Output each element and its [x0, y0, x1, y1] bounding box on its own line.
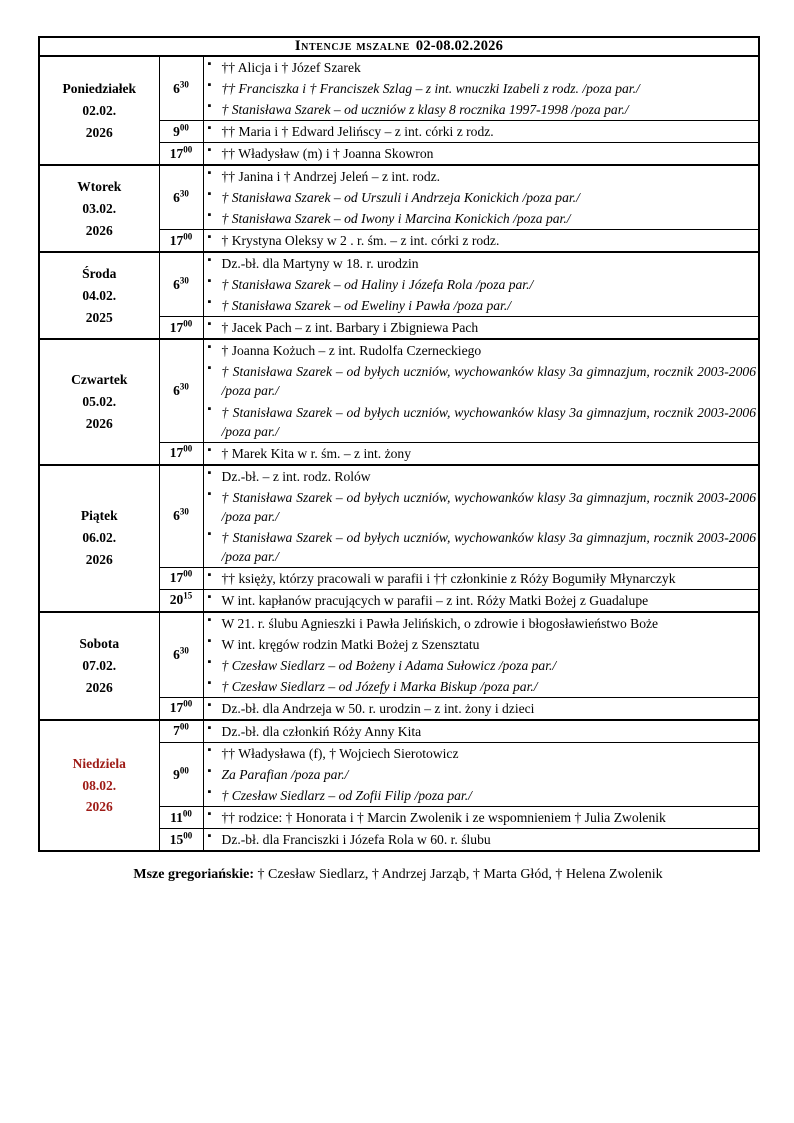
day-date: 06.02. — [82, 530, 117, 546]
day-header-cell — [39, 465, 159, 612]
service-time-cell — [159, 612, 203, 698]
intention-item: ▪ † Czesław Siedlarz – od Zofii Filip /poza par./ — [222, 785, 759, 806]
intention-item: ▪ †† Franciszka i † Franciszek Szlag – z int. wnuczki Izabeli z rodz. /poza par./ — [222, 78, 759, 99]
day-header-cell — [39, 339, 159, 464]
intention-item: ▪ Dz.-bł. dla Martyny w 18. r. urodzin — [222, 253, 759, 274]
day-year: 2026 — [85, 415, 113, 431]
service-hour: 6 — [173, 508, 180, 524]
intentions-cell — [203, 339, 759, 442]
service-time-cell — [159, 252, 203, 317]
intention-item: ▪ † Jacek Pach – z int. Barbary i Zbigniewa Pach — [222, 317, 759, 338]
day-date: 07.02. — [82, 657, 117, 673]
service-time-cell — [159, 465, 203, 568]
intention-item: ▪ † Stanisława Szarek – od Eweliny i Pawła /poza par./ — [222, 295, 759, 316]
service-time-cell — [159, 317, 203, 340]
service-minutes: 30 — [179, 79, 189, 90]
day-name: Wtorek — [77, 178, 122, 194]
service-time-cell — [159, 442, 203, 465]
service-hour: 17 — [169, 570, 184, 586]
service-minutes: 30 — [179, 188, 189, 199]
service-row — [39, 720, 759, 743]
gregorian-masses-footer — [38, 866, 758, 884]
day-header-cell — [39, 165, 159, 252]
intention-item: ▪ † Stanisława Szarek – od byłych uczniów, wychowanków klasy 3a gimnazjum, rocznik 2003-2006 /poza par./ — [222, 527, 759, 567]
day-header-cell — [39, 252, 159, 339]
intentions-list — [204, 230, 759, 251]
service-hour: 9 — [173, 766, 180, 782]
intentions-list — [204, 340, 759, 441]
day-header-cell — [39, 56, 159, 165]
service-row — [39, 465, 759, 568]
service-minutes: 30 — [179, 506, 189, 517]
day-date: 08.02. — [82, 777, 117, 793]
service-hour: 15 — [169, 831, 184, 847]
day-name: Sobota — [79, 636, 120, 652]
title-date-range: 02-08.02.2026 — [415, 38, 504, 54]
intention-item: ▪ W int. kręgów rodzin Matki Bożej z Szensztatu — [222, 634, 759, 655]
service-row — [39, 252, 759, 317]
service-hour: 20 — [169, 592, 184, 608]
service-hour: 6 — [173, 276, 180, 292]
intention-item: ▪ † Czesław Siedlarz – od Bożeny i Adama Sułowicz /poza par./ — [222, 655, 759, 676]
intention-item: ▪ † Marek Kita w r. śm. – z int. żony — [222, 443, 759, 464]
intention-item: ▪ †† rodzice: † Honorata i † Marcin Zwolenik i ze wspomnieniem † Julia Zwolenik — [222, 807, 759, 828]
intentions-list — [204, 721, 759, 742]
service-time-cell — [159, 589, 203, 612]
intention-item: ▪ Dz.-bł. dla Andrzeja w 50. r. urodzin – z int. żony i dzieci — [222, 698, 759, 719]
intention-item: ▪ Dz.-bł. dla Franciszki i Józefa Rola w 60. r. ślubu — [222, 829, 759, 850]
day-name: Czwartek — [71, 372, 128, 388]
service-time-cell — [159, 567, 203, 589]
intentions-cell — [203, 829, 759, 852]
intentions-cell — [203, 252, 759, 317]
day-year: 2026 — [85, 679, 113, 695]
intention-item: ▪ † Krystyna Oleksy w 2 . r. śm. – z int. córki z rodz. — [222, 230, 759, 251]
service-minutes: 30 — [179, 381, 189, 392]
service-minutes: 00 — [179, 765, 189, 776]
service-minutes: 00 — [183, 698, 193, 709]
service-minutes: 00 — [179, 721, 189, 732]
intention-item: ▪ W int. kapłanów pracujących w parafii – z int. Róży Matki Bożej z Guadalupe — [222, 590, 759, 611]
service-row — [39, 56, 759, 121]
service-time-cell — [159, 165, 203, 230]
intention-item: ▪ †† Janina i † Andrzej Jeleń – z int. rodz. — [222, 166, 759, 187]
intentions-list — [204, 829, 759, 850]
day-date: 03.02. — [82, 200, 117, 216]
day-date: 02.02. — [82, 102, 117, 118]
day-name: Środa — [82, 266, 117, 282]
service-hour: 11 — [170, 809, 183, 825]
intention-item: ▪ † Stanisława Szarek – od Urszuli i Andrzeja Konickich /poza par./ — [222, 187, 759, 208]
service-time-cell — [159, 720, 203, 743]
service-hour: 7 — [173, 723, 180, 739]
intention-item: ▪ † Stanisława Szarek – od Iwony i Marcina Konickich /poza par./ — [222, 208, 759, 229]
intention-item: ▪ † Stanisława Szarek – od Haliny i Józefa Rola /poza par./ — [222, 274, 759, 295]
intentions-cell — [203, 567, 759, 589]
service-minutes: 00 — [183, 231, 193, 242]
intention-item: ▪ †† Władysław (m) i † Joanna Skowron — [222, 143, 759, 164]
service-minutes: 00 — [183, 443, 193, 454]
intentions-cell — [203, 317, 759, 340]
day-date: 05.02. — [82, 394, 117, 410]
service-minutes: 00 — [183, 830, 193, 841]
service-hour: 17 — [169, 445, 184, 461]
intentions-list — [204, 166, 759, 229]
service-hour: 6 — [173, 189, 180, 205]
intention-item: ▪ W 21. r. ślubu Agnieszki i Pawła Jelińskich, o zdrowie i błogosławieństwo Boże — [222, 613, 759, 634]
intentions-list — [204, 743, 759, 806]
intentions-cell — [203, 442, 759, 465]
service-time-cell — [159, 807, 203, 829]
intention-item: ▪ Dz.-bł. dla członkiń Róży Anny Kita — [222, 721, 759, 742]
intention-item: ▪ †† Alicja i † Józef Szarek — [222, 57, 759, 78]
intentions-list — [204, 568, 759, 589]
intention-item: ▪ Za Parafian /poza par./ — [222, 764, 759, 785]
service-row — [39, 339, 759, 442]
day-year: 2026 — [85, 124, 113, 140]
day-name: Poniedziałek — [62, 80, 136, 96]
intentions-list — [204, 443, 759, 464]
service-minutes: 00 — [183, 144, 193, 155]
gregorian-masses-label: Msze gregoriańskie: — [133, 867, 255, 883]
intention-item: ▪ Dz.-bł. – z int. rodz. Rolów — [222, 466, 759, 487]
service-time-cell — [159, 697, 203, 720]
intentions-cell — [203, 612, 759, 698]
intentions-cell — [203, 465, 759, 568]
intention-item: ▪ † Stanisława Szarek – od byłych uczniów, wychowanków klasy 3a gimnazjum, rocznik 2003-2006 /poza par./ — [222, 487, 759, 527]
intention-item: ▪ † Stanisława Szarek – od byłych uczniów, wychowanków klasy 3a gimnazjum, rocznik 2003-2006 /poza par./ — [222, 361, 759, 401]
service-row — [39, 612, 759, 698]
title-heading-text: Intencje mszalne — [294, 38, 410, 54]
document-title — [39, 37, 759, 56]
intentions-cell — [203, 697, 759, 720]
intentions-list — [204, 253, 759, 316]
table-body — [39, 37, 759, 851]
day-year: 2026 — [85, 552, 113, 568]
intentions-list — [204, 613, 759, 697]
service-minutes: 00 — [183, 568, 193, 579]
service-hour: 6 — [173, 646, 180, 662]
gregorian-masses-names: † Czesław Siedlarz, † Andrzej Jarząb, † Marta Głód, † Helena Zwolenik — [254, 867, 663, 883]
intentions-cell — [203, 165, 759, 230]
service-minutes: 30 — [179, 275, 189, 286]
service-hour: 17 — [169, 145, 184, 161]
intentions-cell — [203, 143, 759, 166]
service-time-cell — [159, 829, 203, 852]
service-time-cell — [159, 230, 203, 253]
intentions-cell — [203, 720, 759, 743]
day-header-cell — [39, 612, 159, 720]
intention-item: ▪ †† Władysława (f), † Wojciech Sierotowicz — [222, 743, 759, 764]
intentions-list — [204, 121, 759, 142]
service-time-cell — [159, 143, 203, 166]
intentions-list — [204, 317, 759, 338]
service-hour: 6 — [173, 80, 180, 96]
intentions-list — [204, 466, 759, 567]
service-hour: 6 — [173, 382, 180, 398]
service-minutes: 00 — [182, 808, 192, 819]
intentions-cell — [203, 589, 759, 612]
intentions-cell — [203, 230, 759, 253]
intentions-list — [204, 143, 759, 164]
service-hour: 17 — [169, 232, 184, 248]
mass-intentions-table — [38, 36, 760, 852]
day-year: 2025 — [85, 309, 113, 325]
intention-item: ▪ †† księży, którzy pracowali w parafii i †† członkinie z Róży Bogumiły Młynarczyk — [222, 568, 759, 589]
day-name: Niedziela — [72, 755, 126, 771]
service-minutes: 30 — [179, 645, 189, 656]
day-date: 04.02. — [82, 287, 117, 303]
service-time-cell — [159, 56, 203, 121]
service-time-cell — [159, 339, 203, 442]
intention-item: ▪ † Czesław Siedlarz – od Józefy i Marka Biskup /poza par./ — [222, 676, 759, 697]
service-minutes: 15 — [183, 590, 193, 601]
service-minutes: 00 — [183, 318, 193, 329]
intentions-list — [204, 590, 759, 611]
intentions-cell — [203, 743, 759, 807]
service-time-cell — [159, 743, 203, 807]
service-hour: 17 — [169, 700, 184, 716]
service-time-cell — [159, 121, 203, 143]
intention-item: ▪ † Stanisława Szarek – od uczniów z klasy 8 rocznika 1997-1998 /poza par./ — [222, 99, 759, 120]
intention-item: ▪ †† Maria i † Edward Jelińscy – z int. córki z rodz. — [222, 121, 759, 142]
intentions-list — [204, 807, 759, 828]
day-year: 2026 — [85, 799, 113, 815]
service-hour: 17 — [169, 319, 184, 335]
day-name: Piątek — [80, 508, 118, 524]
service-hour: 9 — [173, 123, 180, 139]
intentions-list — [204, 698, 759, 719]
table-header-row — [39, 37, 759, 56]
service-row — [39, 165, 759, 230]
day-header-cell — [39, 720, 159, 851]
intention-item: ▪ † Stanisława Szarek – od byłych uczniów, wychowanków klasy 3a gimnazjum, rocznik 2003-2006 /poza par./ — [222, 402, 759, 442]
intentions-cell — [203, 56, 759, 121]
service-minutes: 00 — [179, 122, 189, 133]
day-year: 2026 — [85, 222, 113, 238]
intentions-cell — [203, 807, 759, 829]
intentions-list — [204, 57, 759, 120]
intention-item: ▪ † Joanna Kożuch – z int. Rudolfa Czerneckiego — [222, 340, 759, 361]
intentions-cell — [203, 121, 759, 143]
